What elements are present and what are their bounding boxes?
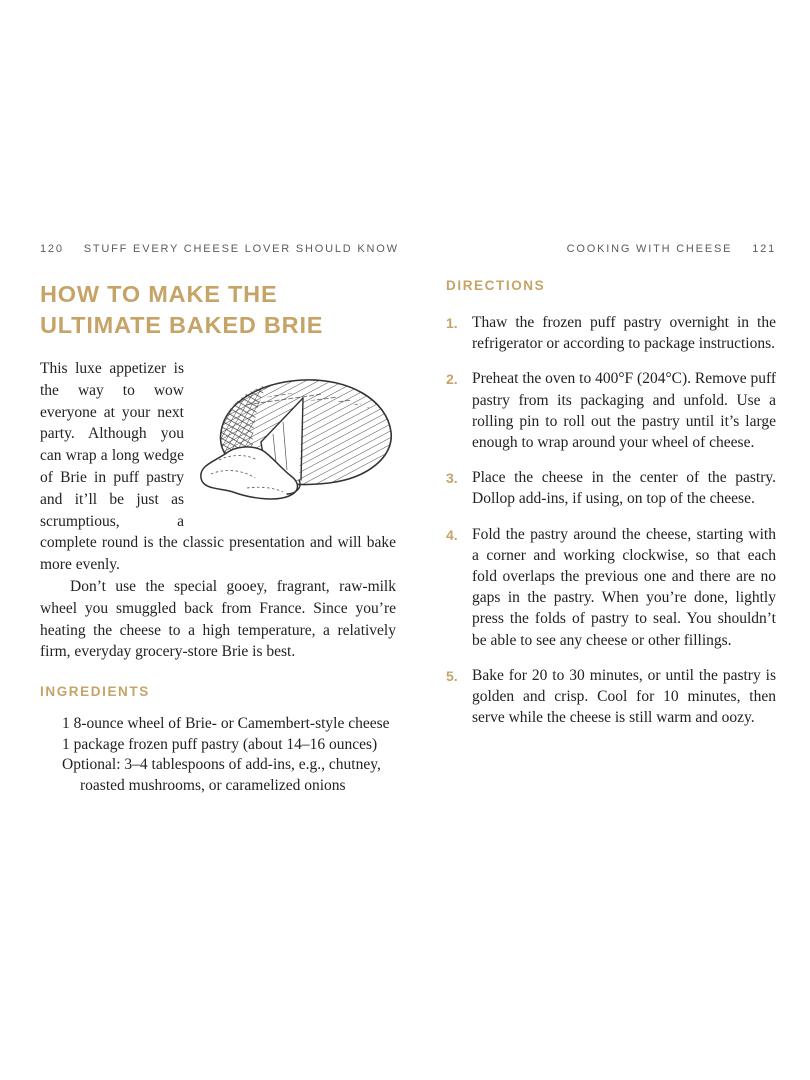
ingredient-item: Optional: 3–4 tablespoons of add-ins, e.g., chutney, roasted mushrooms, or caramelized onions — [62, 756, 381, 794]
intro-paragraph-text: This luxe appetizer is the way to wow everyone at your next party. Although you can wrap a long wedge of Brie in puff pastry and it’ll be just as scrumptious, a complete round is the classic presentation and will bake more evenly. — [40, 360, 396, 574]
step-number: 4. — [446, 526, 458, 543]
step-number: 1. — [446, 315, 458, 331]
second-paragraph: Don’t use the special gooey, fragrant, raw-milk wheel you smuggled back from France. Since you’re heating the cheese to a high temperature, a relatively firm, everyday grocery-store Brie is best. — [40, 577, 396, 661]
step-text: Thaw the frozen puff pastry overnight in the refrigerator or according to package instructions. — [472, 314, 776, 353]
left-running-head-text: STUFF EVERY CHEESE LOVER SHOULD KNOW — [83, 243, 399, 255]
ingredient-item: 1 package frozen puff pastry (about 14–16 ounces) — [62, 735, 378, 753]
brie-wheel-illustration — [191, 360, 396, 507]
directions-heading: DIRECTIONS — [446, 278, 546, 293]
direction-step — [446, 467, 776, 509]
left-page — [40, 243, 399, 797]
step-number: 5. — [446, 667, 458, 684]
recipe-title-line1: HOW TO MAKE THE — [40, 281, 278, 307]
right-running-head — [446, 243, 776, 255]
left-running-head — [40, 243, 399, 255]
direction-step — [446, 524, 776, 651]
step-text: Place the cheese in the center of the pastry. Dollop add-ins, if using, on top of the cheese. — [472, 469, 776, 508]
ingredient-item: 1 8-ounce wheel of Brie- or Camembert-style cheese — [62, 715, 390, 733]
right-page-number: 121 — [752, 243, 776, 255]
direction-step — [446, 312, 776, 354]
direction-step — [446, 368, 776, 453]
step-number: 2. — [446, 371, 458, 388]
step-text: Preheat the oven to 400°F (204°C). Remove puff pastry from its packaging and unfold. Use a rolling pin to roll out the pastry until it’s large enough to wrap around your wheel of cheese. — [472, 370, 776, 452]
direction-step — [446, 665, 776, 729]
brie-wheel-engraving-svg — [191, 360, 396, 507]
right-running-head-text: COOKING WITH CHEESE — [566, 243, 733, 255]
left-page-number: 120 — [40, 243, 64, 255]
recipe-title-line2: ULTIMATE BAKED BRIE — [40, 312, 324, 338]
step-text: Fold the pastry around the cheese, starting with a corner and working clockwise, so that each fold overlaps the previous one and there are no gaps in the pastry. When you’re done, lightly press the folds of pastry to seal. You shouldn’t be able to see any cheese or other fillings. — [472, 525, 776, 649]
intro-paragraph — [40, 358, 396, 576]
directions-list — [446, 312, 776, 728]
ingredients-list — [40, 714, 396, 796]
step-text: Bake for 20 to 30 minutes, or until the pastry is golden and crisp. Cool for 10 minutes, then serve while the cheese is still warm and oozy. — [472, 666, 776, 727]
ingredients-heading: INGREDIENTS — [40, 684, 150, 700]
step-number: 3. — [446, 470, 458, 487]
right-page — [446, 243, 776, 742]
recipe-title — [40, 279, 396, 341]
